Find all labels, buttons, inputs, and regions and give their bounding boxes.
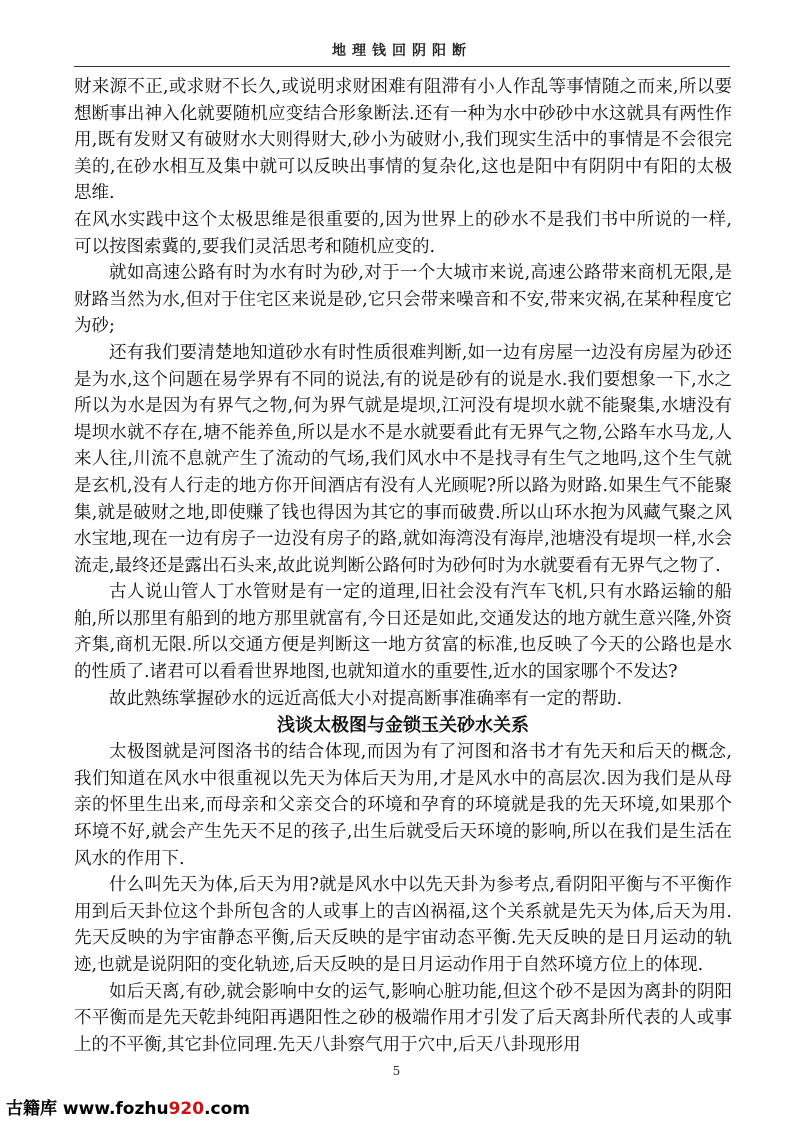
paragraph: 古人说山管人丁水管财是有一定的道理,旧社会没有汽车飞机,只有水路运输的船舶,所以那里有船到的地方那里就富有,今日还是如此,交通发达的地方就生意兴隆,外资齐集,商机无限.所以交通方便是判断这一地方贫富的标准,也反映了今天的公路也是水的性质了.诸君可以看看世界地图,也就知道水的重要性,近水的国家哪个不发达?	[74, 582, 732, 683]
paragraph: 就如高速公路有时为水有时为砂,对于一个大城市来说,高速公路带来商机无限,是财路当然为水,但对于住宅区来说是砂,它只会带来噪音和不安,带来灾祸,在某种程度它为砂;	[74, 263, 732, 337]
section-title: 浅谈太极图与金锁玉关砂水关系	[277, 715, 529, 737]
page-number: 5	[392, 1064, 401, 1078]
paragraph: 故此熟练掌握砂水的远近高低大小对提高断事准确率有一定的帮助.	[109, 688, 623, 709]
watermark-url-accent: 920	[168, 1099, 205, 1119]
watermark	[6, 1094, 250, 1119]
paragraph: 如后天离,有砂,就会影响中女的运气,影响心脏功能,但这个砂不是因为离卦的阴阳不平衡而是先天乾卦纯阳再遇阳性之砂的极端作用才引发了后天离卦所代表的人或事上的不平衡,其它卦位同理.先天八卦察气用于穴中,后天八卦现形用	[74, 981, 732, 1055]
header-rule	[74, 66, 730, 67]
watermark-url-prefix: www.fozhu	[62, 1099, 169, 1119]
watermark-url-suffix: .com	[204, 1099, 251, 1119]
paragraph: 什么叫先天为体,后天为用?就是风水中以先天卦为参考点,看阴阳平衡与不平衡作用到后天卦位这个卦所包含的人或事上的吉凶祸福,这个关系就是先天为体,后天为用.先天反映的为宇宙静态平衡,后天反映的是宇宙动态平衡.先天反映的是日月运动的轨迹,也就是说阴阳的变化轨迹,后天反映的是日月运动作用于自然环境方位上的体现.	[74, 875, 732, 975]
running-header: 地理钱回阴阳断	[332, 43, 472, 59]
paragraph: 在风水实践中这个太极思维是很重要的,因为世界上的砂水不是我们书中所说的一样,可以按图索冀的,要我们灵活思考和随机应变的.	[74, 209, 732, 257]
page-body	[74, 74, 732, 1058]
paragraph: 太极图就是河图洛书的结合体现,而因为有了河图和洛书才有先天和后天的概念,我们知道在风水中很重视以先天为体后天为用,才是风水中的高层次.因为我们是从母亲的怀里生出来,而母亲和父亲交合的环境和孕育的环境就是我的先天环境,如果那个环境不好,就会产生先天不足的孩子,出生后就受后天环境的影响,所以在我们是生活在风水的作用下.	[74, 742, 732, 869]
paragraph: 财来源不正,或求财不长久,或说明求财困难有阻滞有小人作乱等事情随之而来,所以要想断事出神入化就要随机应变结合形象断法.还有一种为水中砂砂中水这就具有两性作用,既有发财又有破财水大则得财大,砂小为破财小,我们现实生活中的事情是不会很完美的,在砂水相互及集中就可以反映出事情的复杂化,这也是阳中有阴阴中有阳的太极思维.	[74, 77, 732, 204]
watermark-brand: 古籍库	[6, 1099, 57, 1119]
paragraph: 还有我们要清楚地知道砂水有时性质很难判断,如一边有房屋一边没有房屋为砂还是为水,这个问题在易学界有不同的说法,有的说是砂有的说是水.我们要想象一下,水之所以为水是因为有界气之物,何为界气就是堤坝,江河没有堤坝水就不能聚集,水塘没有堤坝水就不存在,塘不能养鱼,所以是水不是水就要看此有无界气之物,公路车水马龙,人来人往,川流不息就产生了流动的气场,我们风水中不是找寻有生气之地吗,这个生气就是玄机,没有人行走的地方你开间酒店有没有人光顾呢?所以路为财路.如果生气不能聚集,就是破财之地,即使赚了钱也得因为其它的事而破费.所以山环水抱为风藏气聚之风水宝地,现在一边有房子一边没有房子的路,就如海湾没有海岸,池塘没有堤坝一样,水会流走,最终还是露出石头来,故此说判断公路何时为砂何时为水就要看有无界气之物了.	[74, 342, 732, 576]
